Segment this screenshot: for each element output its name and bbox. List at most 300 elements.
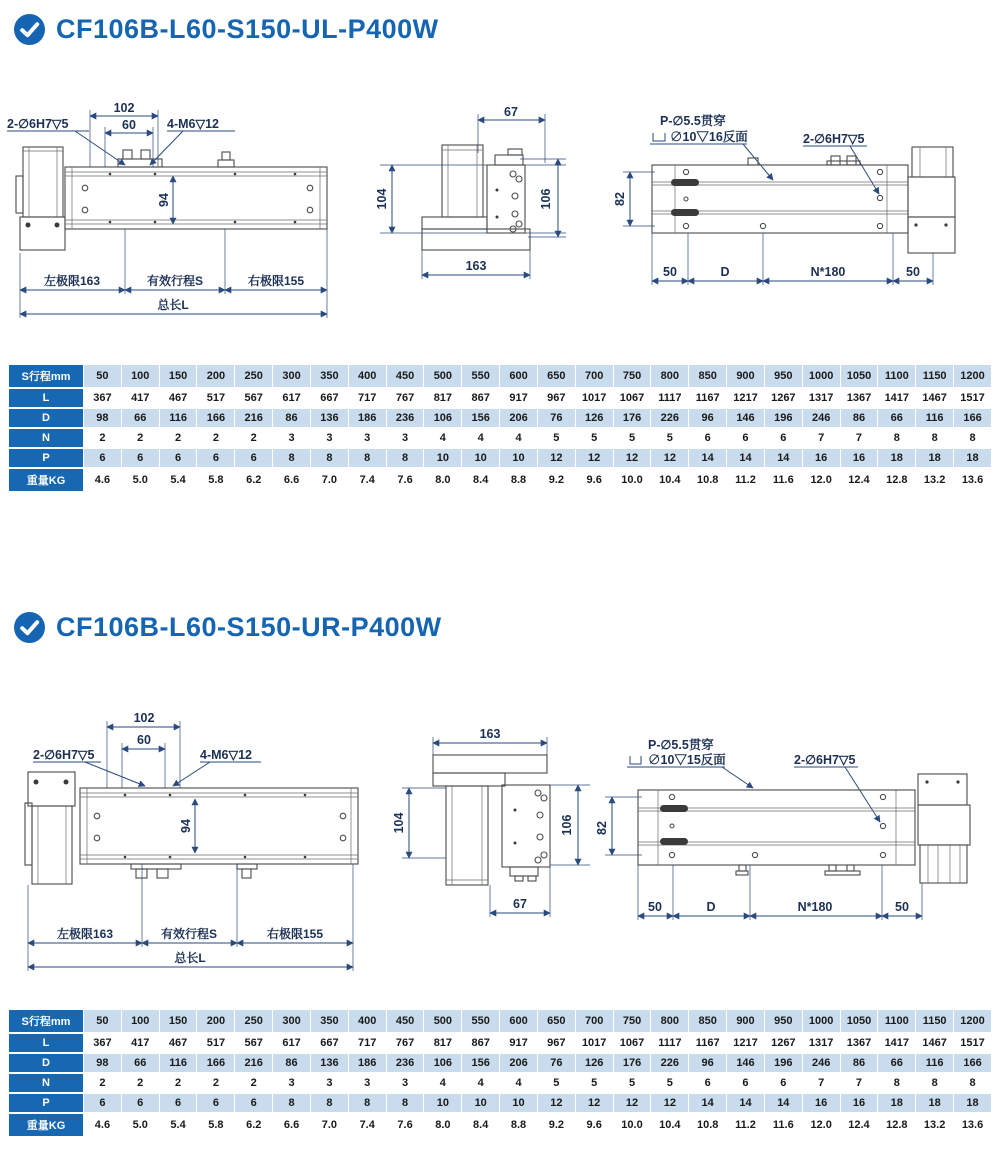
stroke-label: 有效行程S — [146, 274, 204, 288]
table-cell: 5.4 — [160, 1114, 197, 1136]
table-cell: 250 — [235, 1010, 272, 1032]
dim-67: 67 — [513, 897, 527, 911]
row-label: L — [9, 1034, 83, 1052]
table-cell: 150 — [160, 1010, 197, 1032]
table-cell: 12.8 — [878, 1114, 915, 1136]
table-cell: 1067 — [614, 389, 651, 407]
table-cell: 1217 — [727, 389, 764, 407]
row-label: P — [9, 1094, 83, 1112]
row-label: 重量KG — [9, 1114, 83, 1136]
table-cell: 1167 — [689, 389, 726, 407]
table-cell: 96 — [689, 409, 726, 427]
table-cell: 450 — [387, 365, 424, 387]
table-row — [9, 1054, 991, 1072]
table-cell: 76 — [538, 1054, 575, 1072]
table-cell: 7 — [803, 1074, 840, 1092]
table-cell: 2 — [197, 429, 234, 447]
table-cell: 12 — [538, 449, 575, 467]
table-row — [9, 1094, 991, 1112]
table-cell: 1200 — [954, 1010, 991, 1032]
table-cell: 2 — [197, 1074, 234, 1092]
row-label: D — [9, 409, 83, 427]
table-cell: 8 — [954, 1074, 991, 1092]
table-cell: 156 — [462, 1054, 499, 1072]
table-cell: 5 — [651, 429, 688, 447]
table-cell: 600 — [500, 365, 537, 387]
table-cell: 8 — [878, 1074, 915, 1092]
table-cell: 6 — [689, 1074, 726, 1092]
table-cell: 5.8 — [197, 1114, 234, 1136]
table-row — [9, 409, 991, 427]
table-cell: 300 — [273, 1010, 310, 1032]
table-cell: 1000 — [803, 365, 840, 387]
dim-163: 163 — [479, 727, 501, 741]
table-cell: 8 — [311, 449, 348, 467]
table-cell: 186 — [349, 409, 386, 427]
dowel-hole-label: 2-∅6H7▽5 — [33, 748, 95, 762]
dim-94: 94 — [157, 193, 171, 207]
table-cell: 11.6 — [765, 469, 802, 491]
table-cell: 116 — [916, 1054, 953, 1072]
table-cell: 1267 — [765, 1034, 802, 1052]
table-cell: 8 — [878, 429, 915, 447]
table-cell: 236 — [387, 1054, 424, 1072]
table-cell: 767 — [387, 1034, 424, 1052]
table-cell: 7.6 — [387, 1114, 424, 1136]
table-cell: 7.0 — [311, 469, 348, 491]
table-cell: 226 — [651, 1054, 688, 1072]
dim-N180: N*180 — [797, 900, 833, 914]
table-cell: 467 — [160, 1034, 197, 1052]
table-cell: 567 — [235, 1034, 272, 1052]
table-cell: 750 — [614, 365, 651, 387]
table-cell: 6.6 — [273, 469, 310, 491]
table-cell: 1367 — [841, 389, 878, 407]
table-cell: 1100 — [878, 1010, 915, 1032]
table-cell: 14 — [727, 449, 764, 467]
table-row — [9, 365, 991, 387]
table-cell: 550 — [462, 1010, 499, 1032]
table-row — [9, 469, 991, 491]
table-cell: 7 — [841, 1074, 878, 1092]
table-cell: 1517 — [954, 389, 991, 407]
table-cell: 7.0 — [311, 1114, 348, 1136]
table-cell: 166 — [954, 409, 991, 427]
row-label: S行程mm — [9, 365, 83, 387]
table-cell: 16 — [841, 449, 878, 467]
table-cell: 1150 — [916, 1010, 953, 1032]
thru-hole-label-line1: P-∅5.5贯穿 — [648, 738, 714, 752]
table-cell: 4.6 — [84, 1114, 121, 1136]
section2-title — [14, 612, 442, 643]
s1-front-view-drawing — [5, 88, 355, 343]
table-cell: 7.4 — [349, 469, 386, 491]
table-cell: 8.4 — [462, 469, 499, 491]
right-limit-label: 右极限155 — [247, 274, 305, 288]
table-cell: 136 — [311, 409, 348, 427]
table-cell: 367 — [84, 389, 121, 407]
table-cell: 6 — [235, 449, 272, 467]
table-row — [9, 1034, 991, 1052]
dim-82: 82 — [595, 821, 609, 835]
table-cell: 900 — [727, 1010, 764, 1032]
table-cell: 10.8 — [689, 1114, 726, 1136]
table-cell: 14 — [765, 1094, 802, 1112]
table-cell: 6 — [765, 429, 802, 447]
dim-60: 60 — [122, 118, 136, 132]
table-cell: 216 — [235, 1054, 272, 1072]
table-cell: 12 — [651, 449, 688, 467]
table-cell: 750 — [614, 1010, 651, 1032]
table-cell: 417 — [122, 1034, 159, 1052]
dim-163: 163 — [465, 259, 487, 273]
tap-hole-label: 4-M6▽12 — [200, 748, 252, 762]
table-cell: 12.0 — [803, 469, 840, 491]
dim-102: 102 — [113, 101, 135, 115]
table-cell: 1117 — [651, 1034, 688, 1052]
table-cell: 12 — [538, 1094, 575, 1112]
table-row — [9, 1114, 991, 1136]
table-cell: 6 — [689, 429, 726, 447]
check-icon — [14, 14, 45, 45]
table-cell: 8 — [916, 429, 953, 447]
table-cell: 50 — [84, 365, 121, 387]
table-cell: 200 — [197, 1010, 234, 1032]
table-cell: 900 — [727, 365, 764, 387]
table-cell: 417 — [122, 389, 159, 407]
table-cell: 146 — [727, 1054, 764, 1072]
table-cell: 200 — [197, 365, 234, 387]
table-row — [9, 1010, 991, 1032]
table-cell: 196 — [765, 409, 802, 427]
table-cell: 517 — [197, 1034, 234, 1052]
table-cell: 9.6 — [576, 1114, 613, 1136]
table-cell: 650 — [538, 365, 575, 387]
table-cell: 1167 — [689, 1034, 726, 1052]
table-cell: 5.0 — [122, 469, 159, 491]
table-cell: 8 — [349, 449, 386, 467]
table-cell: 10.0 — [614, 1114, 651, 1136]
table-cell: 100 — [122, 365, 159, 387]
table-cell: 14 — [727, 1094, 764, 1112]
table-cell: 5.0 — [122, 1114, 159, 1136]
table-cell: 18 — [954, 449, 991, 467]
table-cell: 6.2 — [235, 469, 272, 491]
dim-50-right: 50 — [895, 900, 909, 914]
table-cell: 3 — [349, 429, 386, 447]
table-cell: 12 — [651, 1094, 688, 1112]
table-cell: 12.0 — [803, 1114, 840, 1136]
table-cell: 950 — [765, 365, 802, 387]
table-cell: 8 — [954, 429, 991, 447]
table-cell: 1467 — [916, 1034, 953, 1052]
table-cell: 10 — [462, 449, 499, 467]
table-cell: 166 — [197, 1054, 234, 1072]
table-cell: 7.4 — [349, 1114, 386, 1136]
dim-106: 106 — [560, 814, 574, 836]
left-limit-label: 左极限163 — [43, 274, 101, 288]
table-cell: 500 — [424, 365, 461, 387]
table-cell: 2 — [235, 1074, 272, 1092]
table-cell: 150 — [160, 365, 197, 387]
table-cell: 126 — [576, 1054, 613, 1072]
s2-top-view-drawing — [595, 730, 1000, 965]
table-cell: 6 — [84, 1094, 121, 1112]
table-cell: 13.6 — [954, 469, 991, 491]
table-cell: 86 — [841, 1054, 878, 1072]
table-cell: 176 — [614, 409, 651, 427]
table-cell: 18 — [878, 449, 915, 467]
table-cell: 1150 — [916, 365, 953, 387]
thru-hole-label-line2: ∅10▽15反面 — [648, 753, 726, 767]
table-cell: 800 — [651, 365, 688, 387]
table-cell: 450 — [387, 1010, 424, 1032]
dim-82: 82 — [613, 192, 627, 206]
row-label: N — [9, 1074, 83, 1092]
table-cell: 8 — [387, 1094, 424, 1112]
table-row — [9, 1074, 991, 1092]
table-cell: 2 — [160, 429, 197, 447]
table-cell: 5 — [651, 1074, 688, 1092]
dowel-hole-label: 2-∅6H7▽5 — [794, 753, 856, 767]
table-cell: 14 — [689, 1094, 726, 1112]
table-cell: 8 — [311, 1094, 348, 1112]
table-cell: 1467 — [916, 389, 953, 407]
table-cell: 10.8 — [689, 469, 726, 491]
table-cell: 116 — [160, 409, 197, 427]
table-cell: 116 — [160, 1054, 197, 1072]
s1-end-view-drawing — [370, 95, 610, 315]
table-cell: 1117 — [651, 389, 688, 407]
table-cell: 1200 — [954, 365, 991, 387]
s2-end-view-drawing — [392, 715, 610, 950]
dim-50-left: 50 — [663, 265, 677, 279]
table-cell: 767 — [387, 389, 424, 407]
table-cell: 100 — [122, 1010, 159, 1032]
table-cell: 500 — [424, 1010, 461, 1032]
dim-94: 94 — [179, 819, 193, 833]
table-cell: 8 — [349, 1094, 386, 1112]
table-cell: 8 — [273, 1094, 310, 1112]
table-cell: 5 — [538, 1074, 575, 1092]
table-cell: 6 — [84, 449, 121, 467]
table-cell: 2 — [122, 1074, 159, 1092]
table-cell: 10 — [424, 449, 461, 467]
dim-104: 104 — [375, 188, 389, 210]
row-label: 重量KG — [9, 469, 83, 491]
table-cell: 7 — [803, 429, 840, 447]
table-row — [9, 429, 991, 447]
table-cell: 13.2 — [916, 469, 953, 491]
table-cell: 86 — [273, 1054, 310, 1072]
product-model: CF106B-L60-S150-UR-P400W — [56, 612, 442, 642]
table-cell: 567 — [235, 389, 272, 407]
table-cell: 5 — [614, 429, 651, 447]
dim-104: 104 — [392, 812, 406, 834]
row-label: L — [9, 389, 83, 407]
table-cell: 13.6 — [954, 1114, 991, 1136]
table-cell: 2 — [84, 1074, 121, 1092]
total-length-label: 总长L — [157, 298, 189, 312]
product-model: CF106B-L60-S150-UL-P400W — [56, 14, 439, 44]
table-cell: 86 — [841, 409, 878, 427]
table-cell: 5.8 — [197, 469, 234, 491]
table-cell: 206 — [500, 409, 537, 427]
table-cell: 8.8 — [500, 469, 537, 491]
table-cell: 1317 — [803, 1034, 840, 1052]
table-cell: 8 — [387, 449, 424, 467]
table-cell: 96 — [689, 1054, 726, 1072]
row-label: S行程mm — [9, 1010, 83, 1032]
dim-106: 106 — [539, 188, 553, 210]
dowel-hole-label: 2-∅6H7▽5 — [803, 132, 865, 146]
table-row — [9, 389, 991, 407]
table-cell: 400 — [349, 365, 386, 387]
table-cell: 216 — [235, 409, 272, 427]
table-cell: 4 — [462, 1074, 499, 1092]
table-cell: 1100 — [878, 365, 915, 387]
table-cell: 700 — [576, 365, 613, 387]
table-cell: 196 — [765, 1054, 802, 1072]
row-label: D — [9, 1054, 83, 1072]
table-cell: 517 — [197, 389, 234, 407]
table-cell: 700 — [576, 1010, 613, 1032]
table-cell: 400 — [349, 1010, 386, 1032]
table-cell: 6 — [197, 1094, 234, 1112]
table-cell: 2 — [160, 1074, 197, 1092]
stroke-label: 有效行程S — [160, 927, 218, 941]
dim-67: 67 — [504, 105, 518, 119]
table-cell: 6.6 — [273, 1114, 310, 1136]
table-cell: 9.2 — [538, 1114, 575, 1136]
table-cell: 12 — [614, 1094, 651, 1112]
total-length-label: 总长L — [174, 951, 206, 965]
table-cell: 667 — [311, 1034, 348, 1052]
table-cell: 6 — [160, 1094, 197, 1112]
table-cell: 18 — [916, 449, 953, 467]
table-cell: 16 — [803, 449, 840, 467]
table-cell: 4 — [462, 429, 499, 447]
table-cell: 5 — [538, 429, 575, 447]
table-cell: 350 — [311, 365, 348, 387]
table-cell: 146 — [727, 409, 764, 427]
table-cell: 6 — [727, 429, 764, 447]
table-cell: 9.6 — [576, 469, 613, 491]
table-cell: 8.0 — [424, 469, 461, 491]
dim-D: D — [720, 265, 730, 279]
table-cell: 66 — [878, 409, 915, 427]
table-cell: 367 — [84, 1034, 121, 1052]
table-cell: 3 — [349, 1074, 386, 1092]
table-cell: 600 — [500, 1010, 537, 1032]
table-cell: 867 — [462, 389, 499, 407]
table-cell: 4 — [424, 429, 461, 447]
table-cell: 3 — [387, 1074, 424, 1092]
table-cell: 6 — [122, 1094, 159, 1112]
table-cell: 817 — [424, 1034, 461, 1052]
table-cell: 8.4 — [462, 1114, 499, 1136]
table-cell: 8 — [916, 1074, 953, 1092]
row-label: P — [9, 449, 83, 467]
table-cell: 14 — [765, 449, 802, 467]
table-cell: 106 — [424, 1054, 461, 1072]
table-cell: 12.4 — [841, 469, 878, 491]
table-cell: 4 — [424, 1074, 461, 1092]
table-cell: 2 — [84, 429, 121, 447]
table-cell: 3 — [387, 429, 424, 447]
table-cell: 8.8 — [500, 1114, 537, 1136]
table-cell: 6 — [765, 1074, 802, 1092]
table-cell: 206 — [500, 1054, 537, 1072]
table-cell: 126 — [576, 409, 613, 427]
table-cell: 1417 — [878, 389, 915, 407]
table-cell: 18 — [878, 1094, 915, 1112]
table-cell: 11.2 — [727, 469, 764, 491]
table-cell: 967 — [538, 1034, 575, 1052]
table-cell: 3 — [311, 429, 348, 447]
dowel-hole-label: 2-∅6H7▽5 — [7, 117, 69, 131]
table-cell: 3 — [273, 429, 310, 447]
table-cell: 10.4 — [651, 1114, 688, 1136]
table-cell: 13.2 — [916, 1114, 953, 1136]
table-cell: 950 — [765, 1010, 802, 1032]
table-cell: 10.0 — [614, 469, 651, 491]
table-cell: 717 — [349, 1034, 386, 1052]
table-cell: 5 — [614, 1074, 651, 1092]
thru-hole-label-line1: P-∅5.5贯穿 — [660, 114, 726, 128]
dim-50-right: 50 — [906, 265, 920, 279]
table-cell: 156 — [462, 409, 499, 427]
table-cell: 1217 — [727, 1034, 764, 1052]
table-cell: 1050 — [841, 365, 878, 387]
table-cell: 10 — [500, 449, 537, 467]
table-cell: 12.4 — [841, 1114, 878, 1136]
table-cell: 12 — [576, 449, 613, 467]
table-cell: 76 — [538, 409, 575, 427]
table-cell: 12 — [576, 1094, 613, 1112]
table-cell: 467 — [160, 389, 197, 407]
table-cell: 917 — [500, 1034, 537, 1052]
table-cell: 8.0 — [424, 1114, 461, 1136]
table-cell: 5 — [576, 1074, 613, 1092]
table-cell: 86 — [273, 409, 310, 427]
table-cell: 6 — [122, 449, 159, 467]
table-cell: 967 — [538, 389, 575, 407]
table-cell: 717 — [349, 389, 386, 407]
table-cell: 12 — [614, 449, 651, 467]
check-icon — [14, 612, 45, 643]
dim-60: 60 — [137, 733, 151, 747]
table-cell: 250 — [235, 365, 272, 387]
table-cell: 50 — [84, 1010, 121, 1032]
table-cell: 617 — [273, 389, 310, 407]
tap-hole-label: 4-M6▽12 — [167, 117, 219, 131]
table-cell: 66 — [122, 1054, 159, 1072]
table-cell: 11.2 — [727, 1114, 764, 1136]
s1-top-view-drawing — [615, 95, 1000, 320]
table-cell: 66 — [122, 409, 159, 427]
right-limit-label: 右极限155 — [266, 927, 324, 941]
table-cell: 136 — [311, 1054, 348, 1072]
dim-D: D — [706, 900, 716, 914]
dim-N180: N*180 — [810, 265, 846, 279]
table-cell: 917 — [500, 389, 537, 407]
table-cell: 300 — [273, 365, 310, 387]
table-cell: 1000 — [803, 1010, 840, 1032]
table-cell: 650 — [538, 1010, 575, 1032]
table-cell: 6 — [160, 449, 197, 467]
table-cell: 1067 — [614, 1034, 651, 1052]
